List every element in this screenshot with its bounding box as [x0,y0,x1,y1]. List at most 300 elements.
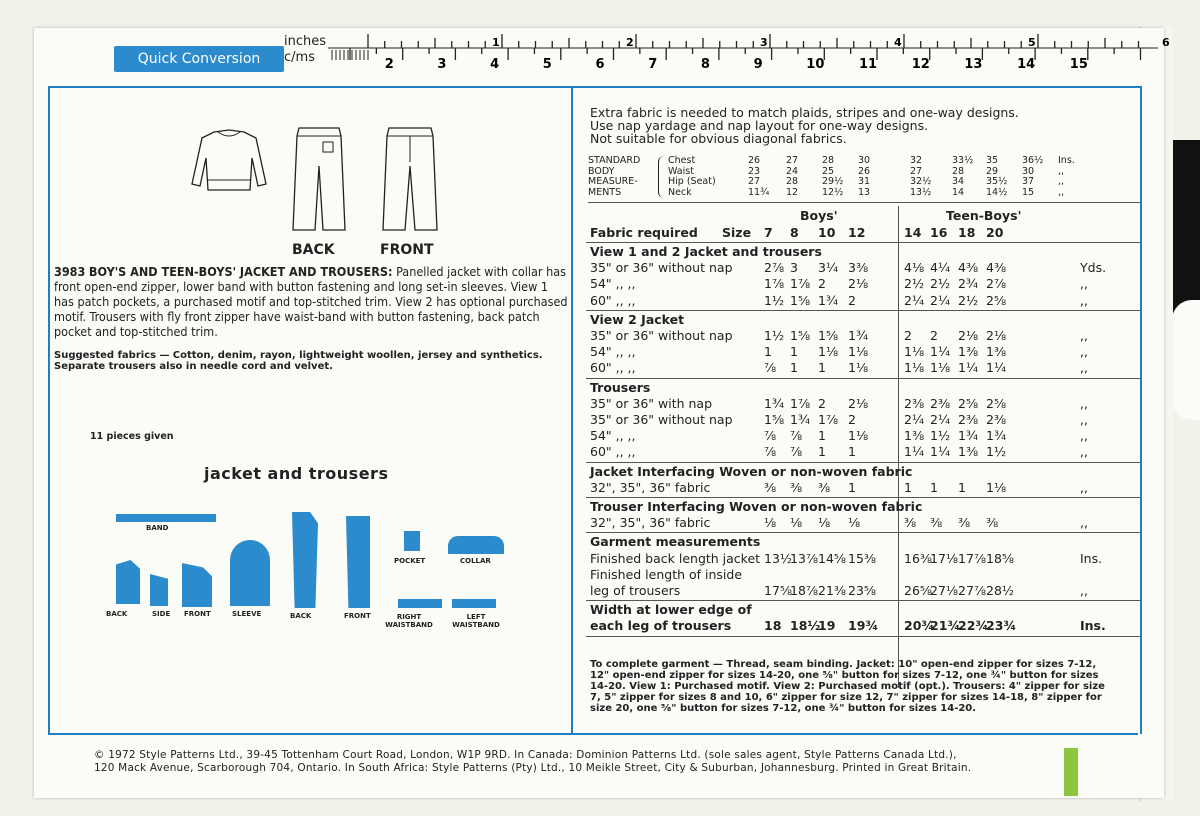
row-label: 32", 35", 36" fabric [590,479,711,495]
fabrics-label: Suggested fabrics — [54,350,170,361]
row-value: 23⅝ [848,583,877,598]
row-value: 1 [818,444,826,460]
row-value: ⅛ [764,515,777,531]
row-unit: ,, [1080,479,1088,495]
row-value: 1⅛ [904,344,925,360]
row-value: 2⅜ [904,395,925,411]
row-unit: ,, [1080,395,1088,411]
row-value: ⅜ [986,515,999,531]
table-col-divider [898,206,899,688]
right-rule [1140,86,1142,734]
row-label: each leg of trousers [590,618,732,634]
row-value: 2½ [904,276,925,292]
measurement-unit: ,, [1058,165,1065,177]
measurement-unit: ,, [1058,176,1065,187]
row-value: 1⅞ [764,276,785,292]
measurement-value: 37 [1022,176,1035,187]
fabric-required-header: Fabric required [590,225,698,240]
section-title: Width at lower edge of [590,602,752,618]
piece-label-collar: COLLAR [460,557,491,565]
quick-conversion-badge: Quick Conversion [114,46,284,72]
row-value: 2 [848,292,856,308]
row-value: 1¾ [790,412,811,427]
row-value: 21¾ [930,618,961,634]
pattern-description [54,264,569,339]
measurement-value: 24 [786,165,799,177]
row-value: 18½ [790,618,821,634]
row-value: 14⅝ [818,550,847,566]
measurement-value: 29 [986,165,999,177]
row-value: 2¼ [904,292,925,308]
measurement-value: 13 [858,186,871,198]
measurement-value: 12½ [822,186,844,198]
row-value: 2¼ [930,292,951,308]
row-value: 1⅛ [930,360,951,376]
row-label: 60" ,, ,, [590,292,636,308]
measurement-value: 27 [786,155,799,166]
row-value: 2½ [930,276,951,292]
row-value: 2 [848,412,856,427]
row-label: 54" ,, ,, [590,344,636,360]
inch-mark: 3 [760,36,768,49]
row-value: 1⅞ [790,276,811,292]
row-value: 17⅞ [958,550,987,566]
row-value: 13½ [764,550,793,566]
measurement-value: 35½ [986,176,1008,187]
row-value: 2⅞ [764,260,785,276]
pattern-number: 3983 [54,264,86,279]
row-label: 32", 35", 36" fabric [590,515,711,531]
section-title: Trouser Interfacing Woven or non-woven fabric [590,499,923,514]
row-label: 60" ,, ,, [590,444,636,460]
row-value: 1⅝ [790,328,811,343]
copyright-notice [94,749,1054,775]
inch-mark: 5 [1028,36,1036,49]
row-value: 4⅜ [986,260,1007,276]
row-value: 1 [764,344,772,360]
row-value: 15⅜ [848,550,877,566]
row-unit: ,, [1080,412,1088,427]
pattern-body: Panelled jacket with collar has front open-end zipper, lower band with button fastening and long set-in sleeves. View 1 has patch pockets, a purchased motif and top-stitched trim. View 2 has optional purchased motif. Trousers with fly front zipper have waist-band with button fastening, back patch pocket and top-stitched trim. [54,264,568,339]
row-value: ⅞ [764,428,777,444]
row-value: 1½ [930,428,951,444]
row-value: 1¾ [986,428,1007,444]
measurement-value: 13½ [910,186,932,198]
garment-text: Thread, seam binding. Jacket: 10" open-end zipper for sizes 7-12, 12" open-end zipper for sizes 14-20, one ⅝" button for sizes 7-12, one ¾" button for sizes 14-20. View 1: Purchased motif. View 2: Purchased motif (opt.). Trousers: 4" zipper for size 7, 5" zipper for sizes 8 and 10, 6" zipper for size 12, 7" zipper for sizes 14-18, 8" zipper for size 20, one ⅝" button for sizes 7-12, one ¾" button for sizes 14-20. [590,659,1105,714]
piece-jacket-back [116,560,140,604]
trousers-back-sketch [289,126,349,234]
piece-sleeve [230,540,270,606]
boys-header: Boys' [800,208,838,223]
row-unit: ,, [1080,344,1088,360]
row-value: 2⅛ [848,276,869,292]
pieces-given: 11 pieces given [90,431,174,442]
measurement-value: 29½ [822,176,844,187]
row-value: 18⅝ [986,550,1015,566]
section-title: Garment measurements [590,534,761,550]
measurement-name: Hip (Seat) [668,176,716,187]
measurement-value: 26 [858,165,871,177]
cm-mark: 8 [700,57,710,72]
row-value: 3 [790,260,798,276]
measurement-name: Waist [668,165,694,177]
row-value: 18 [764,618,782,634]
piece-left-waistband [452,599,496,608]
row-value: ⅜ [930,515,943,531]
row-value: ⅛ [790,515,803,531]
row-value: 2⅛ [958,328,979,343]
row-value: 2⅝ [986,395,1007,411]
teen-boys-header: Teen-Boys' [946,208,1022,223]
measurement-value: 36½ [1022,155,1044,166]
row-value: 1⅛ [818,344,839,360]
pattern-heading: BOY'S AND TEEN-BOYS' JACKET AND TROUSERS: [88,264,393,279]
piece-label-left-waistband: LEFT WAISTBAND [452,613,500,629]
row-value: 1⅜ [904,428,925,444]
cm-mark: 7 [648,57,658,72]
piece-jacket-front [182,563,212,607]
cm-mark: 9 [753,57,763,72]
center-rule [571,88,573,734]
measurement-value: 27 [748,176,761,187]
conversion-ruler [34,34,1170,84]
row-value: 19¾ [848,618,879,634]
row-value: 2⅜ [930,395,951,411]
row-value: 20¾ [904,618,935,634]
row-value: 1 [904,479,912,495]
row-value: 18⅞ [790,583,819,598]
row-unit: ,, [1080,292,1088,308]
measurement-value: 32½ [910,176,932,187]
cm-mark: 4 [490,57,500,72]
piece-label-trousers-back: BACK [290,612,312,620]
size-col-header: 16 [930,225,948,240]
front-label: FRONT [380,242,434,258]
row-value: 1¼ [986,360,1007,376]
row-value: 2⅜ [986,412,1007,427]
note-line: Use nap yardage and nap layout for one-way designs. [590,118,929,133]
row-label: 35" or 36" with nap [590,395,713,411]
row-value: ⅛ [848,515,861,531]
standard-label: STANDARD [588,155,641,166]
row-label: 35" or 36" without nap [590,412,733,427]
row-value: 27⅞ [958,583,987,598]
measurement-name: Neck [668,186,692,198]
size-col-header: 8 [790,225,799,240]
piece-band [116,514,216,522]
section-divider [586,497,1140,498]
row-unit: Ins. [1080,618,1106,634]
row-value: 1¼ [930,444,951,460]
piece-trousers-back [292,512,318,608]
row-value: 2 [930,328,938,343]
measurement-value: 14½ [986,186,1008,198]
row-value: ⅜ [904,515,917,531]
garment-label: To complete garment — [590,659,723,670]
complete-garment-notes [590,659,1110,714]
row-value: 1⅝ [790,292,811,308]
row-unit: ,, [1080,328,1088,343]
standard-label: MENTS [588,186,622,198]
row-unit: Ins. [1080,550,1103,566]
row-value: 2½ [958,292,979,308]
row-value: 4⅛ [904,260,925,276]
row-value: 16⅜ [904,550,933,566]
inch-mark: 6 [1162,36,1170,49]
cm-mark: 2 [384,57,394,72]
piece-label-back: BACK [106,610,128,618]
inches-label: inches [284,34,327,49]
row-value: 19 [818,618,836,634]
row-value: 1½ [764,292,785,308]
note-line: Extra fabric is needed to match plaids, stripes and one-way designs. [590,105,1019,120]
row-value: 2⅝ [958,395,979,411]
size-col-header: 7 [764,225,773,240]
row-value: 1 [818,360,826,376]
cm-mark: 12 [911,57,930,72]
inch-mark: 2 [626,36,634,49]
measurement-value: 32 [910,155,923,166]
standard-label: MEASURE- [588,176,638,187]
cm-mark: 15 [1069,57,1088,72]
standard-divider [588,202,1140,203]
row-value: 1 [930,479,938,495]
inch-mark: 1 [492,36,500,49]
row-value: 23¾ [986,618,1017,634]
left-rule [48,86,50,734]
row-value: ⅜ [790,479,803,495]
measurement-value: 25 [822,165,835,177]
row-value: 1½ [986,444,1007,460]
row-value: ⅛ [818,515,831,531]
row-value: 2 [818,276,826,292]
measurement-value: 30 [1022,165,1035,177]
section-title: Jacket Interfacing Woven or non-woven fabric [590,463,913,479]
row-value: 28½ [986,583,1015,598]
row-value: 17⅛ [930,550,959,566]
row-value: ⅜ [958,515,971,531]
row-value: 1 [790,344,798,360]
cm-mark: 3 [437,57,447,72]
row-value: 26⅝ [904,583,933,598]
jacket-back-sketch [184,128,274,200]
row-value: 1⅛ [848,428,869,444]
measurement-value: 26 [748,155,761,166]
measurement-value: 30 [858,155,871,166]
size-col-header: 14 [904,225,922,240]
row-label: 35" or 36" without nap [590,260,733,276]
fabric-notes [590,106,1110,145]
row-value: 1 [818,428,826,444]
row-label: Finished length of inside [590,566,743,582]
row-unit: ,, [1080,444,1088,460]
row-value: 1 [848,444,856,460]
piece-label-side: SIDE [152,610,171,618]
row-value: 27⅛ [930,583,959,598]
piece-label-pocket: POCKET [394,557,426,565]
row-unit: ,, [1080,276,1088,292]
row-label: Finished back length jacket [590,550,761,566]
measurement-value: 33½ [952,155,974,166]
measurement-value: 35 [986,155,999,166]
row-value: 4⅜ [958,260,979,276]
cm-mark: 13 [964,57,983,72]
piece-collar [448,536,504,554]
cm-mark: 10 [806,57,825,72]
row-unit: ,, [1080,360,1088,376]
section-title: View 1 and 2 Jacket and trousers [590,244,822,259]
copyright-line-1: © 1972 Style Patterns Ltd., 39-45 Tottenham Court Road, London, W1P 9RD. In Canada: Dominion Patterns Ltd. (sole sales agent, Style Patterns Canada Ltd.), [94,749,957,761]
measurement-value: 28 [952,165,965,177]
row-value: 1⅞ [818,412,839,427]
row-label: 35" or 36" without nap [590,328,733,343]
pattern-envelope [34,28,1170,798]
size-col-header: 18 [958,225,976,240]
row-value: 2⅞ [986,276,1007,292]
row-value: ⅞ [790,428,803,444]
measurement-value: 15 [1022,186,1035,198]
row-unit: ,, [1080,583,1088,598]
cm-mark: 5 [542,57,552,72]
row-value: 2⅛ [986,328,1007,343]
fabrics-text: Cotton, denim, rayon, lightweight woollen, jersey and synthetics. Separate trousers also in needle cord and velvet. [54,350,543,372]
row-value: ⅜ [764,479,777,495]
measurement-value: 31 [858,176,871,187]
ruler-scale [328,34,1170,84]
piece-label-trousers-front: FRONT [344,612,371,620]
row-value: 1¼ [904,444,925,460]
row-value: 1¾ [764,395,785,411]
top-rule [48,86,1142,88]
section-title: Trousers [590,379,651,395]
measurement-value: 23 [748,165,761,177]
pieces-title: jacket and trousers [204,464,389,483]
copyright-line-2: 120 Mack Avenue, Scarborough 704, Ontario. In South Africa: Style Patterns (Pty) Ltd., 10 Meikle Street, City & Suburban, Johannesburg. Printed in Great Britain. [94,762,972,774]
suggested-fabrics [54,350,569,372]
section-divider [586,310,1140,311]
measurement-unit: ,, [1058,186,1065,198]
measurement-unit: Ins. [1058,155,1075,166]
back-label: BACK [292,242,335,258]
bottom-rule [48,733,1138,735]
row-value: 1⅛ [904,360,925,376]
green-bar [1064,748,1078,796]
row-value: 1¼ [958,360,979,376]
measurement-value: 14 [952,186,965,198]
inch-mark: 4 [894,36,902,49]
measurement-value: 11¾ [748,186,770,198]
size-col-header: 12 [848,225,866,240]
section-divider [586,378,1140,379]
row-value: 1⅜ [958,344,979,360]
row-value: 4¼ [930,260,951,276]
piece-right-waistband [398,599,442,608]
row-label: 54" ,, ,, [590,428,636,444]
row-value: 2 [904,328,912,343]
table-header-divider [586,242,1140,243]
row-value: 1¾ [818,292,839,308]
row-value: 1⅛ [848,360,869,376]
measurement-value: 28 [822,155,835,166]
row-unit: ,, [1080,428,1088,444]
trousers-front-sketch [379,126,441,234]
row-value: 1¾ [958,428,979,444]
size-header: Size [722,225,752,240]
row-value: 2⅛ [848,395,869,411]
size-col-header: 10 [818,225,836,240]
row-value: 2¾ [958,276,979,292]
row-value: 1⅞ [790,395,811,411]
row-value: 1⅝ [764,412,785,427]
size-col-header: 20 [986,225,1004,240]
piece-label-band: BAND [146,524,169,532]
row-value: 1⅝ [818,328,839,343]
background-cutout [1172,300,1200,420]
measurement-value: 12 [786,186,799,198]
row-value: 1½ [764,328,785,343]
row-value: 22¾ [958,618,989,634]
piece-side [150,574,168,606]
standard-label: BODY [588,165,615,177]
row-value: 1 [958,479,966,495]
note-line: Not suitable for obvious diagonal fabrics. [590,131,847,146]
piece-label-sleeve: SLEEVE [232,610,262,618]
cm-mark: 14 [1017,57,1036,72]
row-unit: ,, [1080,515,1088,531]
row-value: 2⅝ [986,292,1007,308]
row-value: 21⅜ [818,583,847,598]
row-value: 1⅛ [986,479,1007,495]
measurement-value: 27 [910,165,923,177]
measurement-name: Chest [668,155,696,166]
row-value: 1⅜ [958,444,979,460]
row-value: ⅜ [818,479,831,495]
row-value: 1⅛ [848,344,869,360]
row-value: 1 [848,479,856,495]
section-divider [586,532,1140,533]
piece-label-right-waistband: RIGHT WAISTBAND [385,613,433,629]
row-value: 2 [818,395,826,411]
row-value: 1¼ [930,344,951,360]
row-label: 54" ,, ,, [590,276,636,292]
row-value: ⅞ [764,444,777,460]
cm-mark: 6 [595,57,605,72]
row-value: 1¾ [848,328,869,343]
row-value: 2¼ [930,412,951,427]
row-value: ⅞ [764,360,777,376]
row-value: 2¼ [904,412,925,427]
measurement-value: 28 [786,176,799,187]
row-value: 17⅝ [764,583,793,598]
row-value: 3¼ [818,260,839,276]
measurement-value: 34 [952,176,965,187]
row-value: 2⅜ [958,412,979,427]
piece-trousers-front [346,516,370,608]
row-value: 1 [790,360,798,376]
piece-pocket [404,531,420,551]
row-value: 1⅜ [986,344,1007,360]
row-label: 60" ,, ,, [590,360,636,376]
section-divider [586,600,1140,601]
piece-label-front: FRONT [184,610,211,618]
section-divider [586,462,1140,463]
row-unit: Yds. [1080,260,1107,276]
row-value: 13⅞ [790,550,819,566]
cm-mark: 11 [859,57,878,72]
section-title: View 2 Jacket [590,311,685,327]
row-value: 3⅜ [848,260,869,276]
row-value: ⅞ [790,444,803,460]
